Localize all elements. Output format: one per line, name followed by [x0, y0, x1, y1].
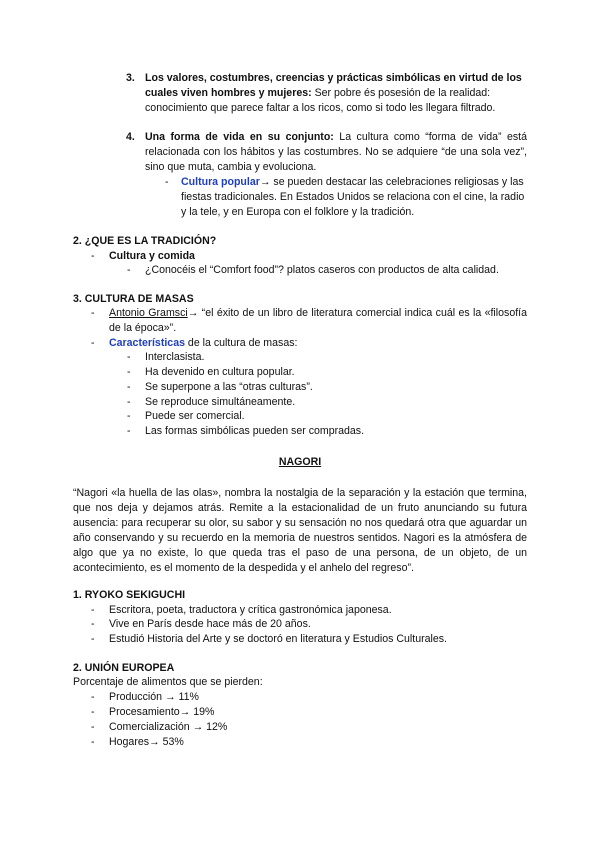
- caracteristica-item: Las formas simbólicas pueden ser compradas.: [145, 425, 365, 437]
- bullet-dash: -: [165, 176, 169, 188]
- gramsci-name: Antonio Gramsci: [109, 307, 188, 319]
- ue-intro: Porcentaje de alimentos que se pierden:: [73, 676, 263, 688]
- list-number-3: 3.: [126, 72, 135, 84]
- bullet-dash: -: [127, 396, 131, 408]
- cultura-comida-item: Cultura y comida: [109, 250, 195, 262]
- section-heading-ryoko: 1. RYOKO SEKIGUCHI: [73, 589, 186, 601]
- nagori-title: NAGORI: [278, 456, 322, 468]
- caracteristica-item: Se superpone a las “otras culturas”.: [145, 381, 313, 393]
- caracteristicas-label: Características: [109, 337, 185, 349]
- bullet-dash: -: [91, 250, 95, 262]
- section-heading-tradicion: 2. ¿QUE ES LA TRADICIÓN?: [73, 235, 217, 247]
- bullet-dash: -: [91, 633, 95, 645]
- item-3-title: Los valores, costumbres, creencias y prácticas simbólicas en virtud de los cuales viven hombres y mujeres:: [145, 72, 522, 99]
- bullet-dash: -: [91, 691, 95, 703]
- gramsci-item: [109, 306, 527, 336]
- bullet-dash: -: [91, 618, 95, 630]
- bullet-dash: -: [91, 736, 95, 748]
- bullet-dash: -: [127, 381, 131, 393]
- cultura-popular-item: [181, 175, 527, 220]
- item-4-paragraph: [145, 130, 527, 175]
- bullet-dash: -: [127, 351, 131, 363]
- item-4-text: La cultura como “forma de vida” está relacionada con los hábitos y las costumbres. No se adquiere “de una sola vez”, sino que muta, cambia y evoluciona.: [145, 131, 528, 173]
- bullet-dash: -: [91, 307, 95, 319]
- bullet-dash: -: [127, 264, 131, 276]
- ue-item: Comercialización → 12%: [109, 721, 228, 733]
- list-number-4: 4.: [126, 131, 135, 143]
- caracteristica-item: Ha devenido en cultura popular.: [145, 366, 295, 378]
- ryoko-item: Estudió Historia del Arte y se doctoró en literatura y Estudios Culturales.: [109, 633, 447, 645]
- bullet-dash: -: [91, 706, 95, 718]
- bullet-dash: -: [91, 337, 95, 349]
- item-3-paragraph: [145, 71, 527, 116]
- bullet-dash: -: [127, 410, 131, 422]
- bullet-dash: -: [91, 604, 95, 616]
- caracteristicas-item: [109, 336, 297, 351]
- ryoko-item: Vive en París desde hace más de 20 años.: [109, 618, 311, 630]
- bullet-dash: -: [127, 366, 131, 378]
- bullet-dash: -: [127, 425, 131, 437]
- section-heading-ue: 2. UNIÓN EUROPEA: [73, 662, 175, 674]
- caracteristica-item: Se reproduce simultáneamente.: [145, 396, 296, 408]
- caracteristica-item: Puede ser comercial.: [145, 410, 245, 422]
- caracteristica-item: Interclasista.: [145, 351, 205, 363]
- item-4-title: Una forma de vida en su conjunto:: [145, 131, 334, 143]
- nagori-paragraph: “Nagori «la huella de las olas», nombra la nostalgia de la separación y la estación que termina, que nos deja y dejamos atrás. Remite a la estacionalidad de un fruto anunciando su futura ausencia: para recuperar su olor, su sabor y su sensación no nos quedará otra que aguardar un año conservando y su recuerdo en la memoria de nuestros sentidos. Nagori es la atmósfera de algo que ya no existe, lo que queda tras el paso de una persona, de un objeto, de un acontecimiento, es el momento de la despedida y el anhelo del regreso”.: [73, 487, 527, 574]
- cultura-popular-text: → se pueden destacar las celebraciones religiosas y las fiestas tradicionales. En Estados Unidos se relaciona con el cine, la radio y la tele, y en Europa con el folklore y la tradición.: [181, 176, 525, 218]
- comfort-food-item: ¿Conocéis el “Comfort food”? platos caseros con productos de alta calidad.: [145, 264, 499, 276]
- ue-item: Procesamiento→ 19%: [109, 706, 215, 718]
- ue-item: Producción → 11%: [109, 691, 199, 703]
- ue-item: Hogares→ 53%: [109, 736, 184, 748]
- gramsci-quote: → “el éxito de un libro de literatura comercial indica cuál es la «filosofía de la época»”.: [109, 307, 528, 334]
- section-heading-cultura-masas: 3. CULTURA DE MASAS: [73, 293, 194, 305]
- cultura-popular-label: Cultura popular: [181, 176, 260, 188]
- caracteristicas-text: de la cultura de masas:: [184, 337, 298, 349]
- ryoko-item: Escritora, poeta, traductora y crítica gastronómica japonesa.: [109, 604, 392, 616]
- item-3-text: Ser pobre és posesión de la realidad: conocimiento que parece faltar a los ricos, como si todo les llegara filtrado.: [145, 87, 496, 114]
- bullet-dash: -: [91, 721, 95, 733]
